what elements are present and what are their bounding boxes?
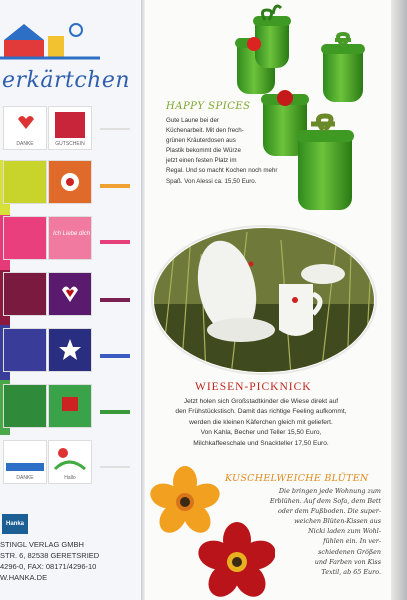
spices-heading: HAPPY SPICES bbox=[166, 101, 251, 112]
page-edge bbox=[391, 0, 407, 600]
card-tile: DANKE bbox=[3, 106, 47, 150]
picnic-heading: WIESEN-PICKNICK bbox=[195, 381, 312, 393]
card-tile bbox=[48, 272, 92, 316]
spices-text: Gute Laune bei der Küchenarbeit. Mit den frech- grünen Kräuterdosen aus Plastik bekommt die Würze jetzt einen festen Platz im Regal. Und so macht Kochen noch mehr Spaß. Von Alessi ca. 15,50 Euro. bbox=[166, 117, 278, 185]
blossoms-text: Die bringen jede Wohnung zum Erblühen. Auf dem Sofa, dem Bett oder dem Fußboden. Die super- weichen Blüten-Kissen aus Nicki laden zum Wohl- fühlen ein. In ver- schiedenen Größen und Farben von Kiss Textil, ab 65 Euro. bbox=[269, 487, 381, 576]
card-tile bbox=[3, 328, 47, 372]
index-bar bbox=[100, 184, 130, 188]
card-tile bbox=[48, 160, 92, 204]
index-bar bbox=[100, 466, 130, 468]
card-tile bbox=[3, 216, 47, 260]
card-tile: Ich Liebe dich bbox=[48, 216, 92, 260]
card-tile bbox=[48, 384, 92, 428]
index-bar bbox=[100, 128, 130, 130]
card-tile: Hallo bbox=[48, 440, 92, 484]
index-bar bbox=[100, 298, 130, 302]
index-bar bbox=[100, 410, 130, 414]
card-tile: DANKE bbox=[3, 440, 47, 484]
house-illustration bbox=[0, 0, 100, 66]
right-page bbox=[145, 0, 407, 600]
publisher-logo: Hanka bbox=[2, 514, 28, 534]
index-bar bbox=[100, 240, 130, 244]
card-tile bbox=[3, 384, 47, 428]
card-tile bbox=[48, 328, 92, 372]
blossoms-heading: KUSCHELWEICHE BLÜTEN bbox=[225, 473, 369, 484]
index-bar bbox=[100, 354, 130, 358]
picnic-photo bbox=[151, 224, 377, 376]
left-page-title: erkärtchen bbox=[2, 68, 131, 93]
card-tile bbox=[3, 160, 47, 204]
card-tile bbox=[3, 272, 47, 316]
left-page: erkärtchen DANKE GUTSCHEIN Ich Liebe dich DANKE Hallo Hanka STINGL VERLAG GMBH STR. 6, 82538 GERETSRIED 4296-0, FAX: 08171/4296-10 W.HANKA.DE bbox=[0, 0, 141, 600]
card-tile: GUTSCHEIN bbox=[48, 106, 92, 150]
picnic-text: Jetzt holen sich Großstadtkinder die Wiese direkt auf den Frühstückstisch. Damit das richtige Feeling aufkommt, werden die kleinen Käferchen gleich mit geliefert. Von Kahla, Becher und Teller 15,50 Euro, Milchkaffeeschale und Snackteller 17,50 Euro. bbox=[175, 398, 347, 447]
